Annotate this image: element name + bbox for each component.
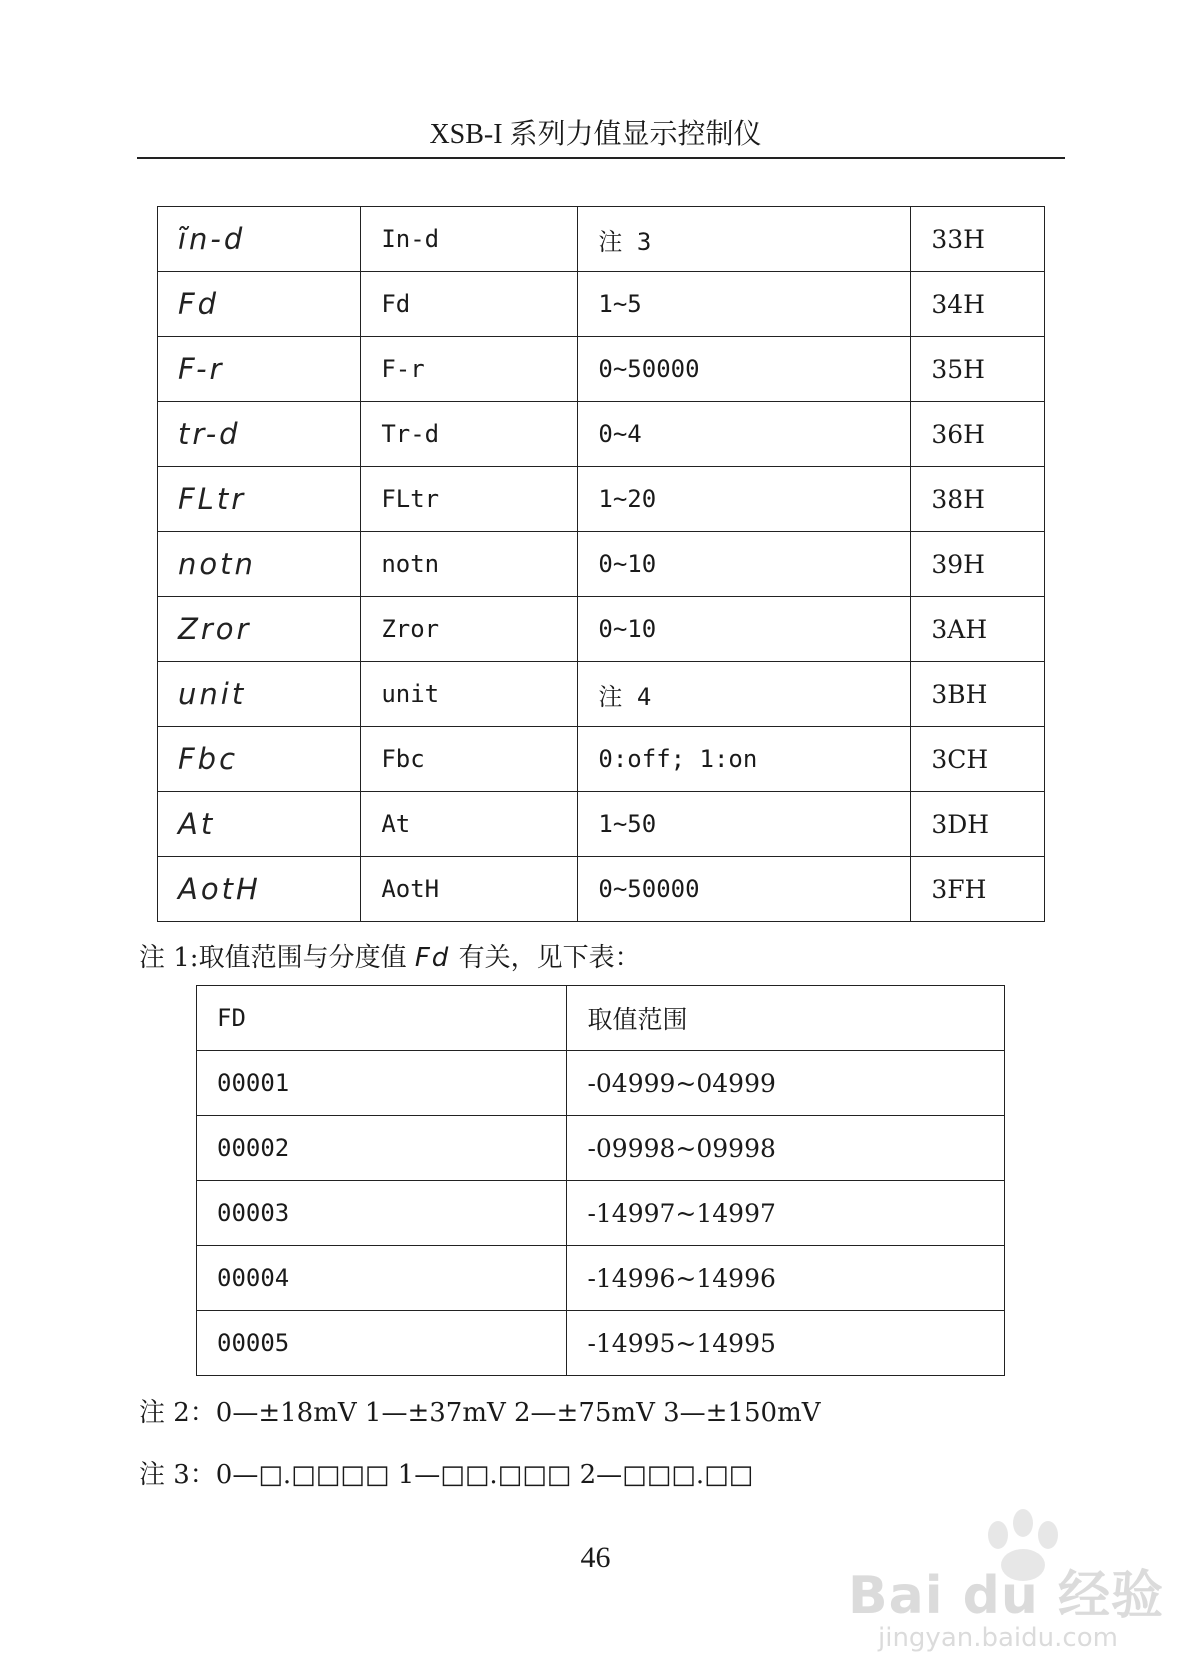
param-display-cell: Zror (158, 597, 361, 662)
fd-value-cell: 00003 (197, 1181, 567, 1246)
fd-range-cell: -14995~14995 (567, 1311, 1005, 1376)
param-row (158, 857, 1045, 922)
param-row (158, 662, 1045, 727)
param-name-cell: Fd (361, 272, 578, 337)
param-name-cell: At (361, 792, 578, 857)
param-name-cell: Zror (361, 597, 578, 662)
param-range-cell: 0~50000 (578, 337, 911, 402)
param-row (158, 272, 1045, 337)
param-row (158, 597, 1045, 662)
fd-header-cell: FD (197, 986, 567, 1051)
param-row (158, 337, 1045, 402)
param-display-cell: Fbc (158, 727, 361, 792)
param-display-cell: F-r (158, 337, 361, 402)
param-name-cell: unit (361, 662, 578, 727)
note-1-suffix: 有关，见下表： (450, 943, 641, 973)
note-3: 注 3：0—□.□□□□ 1—□□.□□□ 2—□□□.□□ (139, 1460, 754, 1490)
param-range-cell: 注 4 (578, 662, 911, 727)
param-range-cell: 0~10 (578, 532, 911, 597)
param-name-cell: AotH (361, 857, 578, 922)
param-address-cell: 3FH (911, 857, 1045, 922)
fd-value-cell: 00002 (197, 1116, 567, 1181)
note-1 (139, 937, 641, 974)
param-display-cell: AotH (158, 857, 361, 922)
fd-range-table (196, 985, 1005, 1376)
note-1-segment-fd: Fd (414, 943, 451, 973)
param-name-cell: F-r (361, 337, 578, 402)
param-name-cell: notn (361, 532, 578, 597)
param-address-cell: 39H (911, 532, 1045, 597)
param-row (158, 467, 1045, 532)
param-row (158, 402, 1045, 467)
param-range-cell: 0:off; 1:on (578, 727, 911, 792)
param-name-cell: Tr-d (361, 402, 578, 467)
page-header-title: XSB-I 系列力值显示控制仪 (429, 119, 762, 150)
fd-range-cell: -14997~14997 (567, 1181, 1005, 1246)
note-2: 注 2：0—±18mV 1—±37mV 2—±75mV 3—±150mV (139, 1398, 821, 1428)
param-address-cell: 3CH (911, 727, 1045, 792)
watermark-url: jingyan.baidu.com (878, 1623, 1118, 1653)
header-divider (137, 157, 1065, 159)
fd-row (197, 1181, 1005, 1246)
page-number: 46 (580, 1541, 611, 1574)
param-range-cell: 1~50 (578, 792, 911, 857)
param-address-cell: 34H (911, 272, 1045, 337)
param-row (158, 792, 1045, 857)
param-display-cell: notn (158, 532, 361, 597)
param-range-cell: 注 3 (578, 207, 911, 272)
param-range-cell: 0~50000 (578, 857, 911, 922)
param-row (158, 532, 1045, 597)
fd-row (197, 1051, 1005, 1116)
param-range-cell: 0~10 (578, 597, 911, 662)
param-address-cell: 33H (911, 207, 1045, 272)
param-display-cell: tr-d (158, 402, 361, 467)
param-address-cell: 3AH (911, 597, 1045, 662)
fd-row (197, 1246, 1005, 1311)
param-name-cell: FLtr (361, 467, 578, 532)
fd-range-cell: -04999~04999 (567, 1051, 1005, 1116)
fd-value-cell: 00005 (197, 1311, 567, 1376)
param-row (158, 207, 1045, 272)
param-range-cell: 1~5 (578, 272, 911, 337)
param-display-cell: At (158, 792, 361, 857)
param-name-cell: In-d (361, 207, 578, 272)
fd-range-cell: -14996~14996 (567, 1246, 1005, 1311)
fd-row (197, 1311, 1005, 1376)
param-display-cell: ĩn-d (158, 207, 361, 272)
parameter-table (157, 206, 1045, 922)
param-display-cell: Fd (158, 272, 361, 337)
param-name-cell: Fbc (361, 727, 578, 792)
fd-value-cell: 00004 (197, 1246, 567, 1311)
param-range-cell: 0~4 (578, 402, 911, 467)
fd-table-header-row (197, 986, 1005, 1051)
param-address-cell: 36H (911, 402, 1045, 467)
range-header-cell: 取值范围 (567, 986, 1005, 1051)
param-display-cell: FLtr (158, 467, 361, 532)
param-row (158, 727, 1045, 792)
fd-row (197, 1116, 1005, 1181)
note-1-prefix: 注 1:取值范围与分度值 (139, 943, 415, 973)
watermark-brand: Bai du 经验 (848, 1566, 1164, 1626)
fd-value-cell: 00001 (197, 1051, 567, 1116)
baidu-watermark (848, 1505, 1178, 1665)
param-address-cell: 3BH (911, 662, 1045, 727)
fd-range-cell: -09998~09998 (567, 1116, 1005, 1181)
param-address-cell: 3DH (911, 792, 1045, 857)
param-range-cell: 1~20 (578, 467, 911, 532)
param-address-cell: 38H (911, 467, 1045, 532)
param-display-cell: unit (158, 662, 361, 727)
param-address-cell: 35H (911, 337, 1045, 402)
